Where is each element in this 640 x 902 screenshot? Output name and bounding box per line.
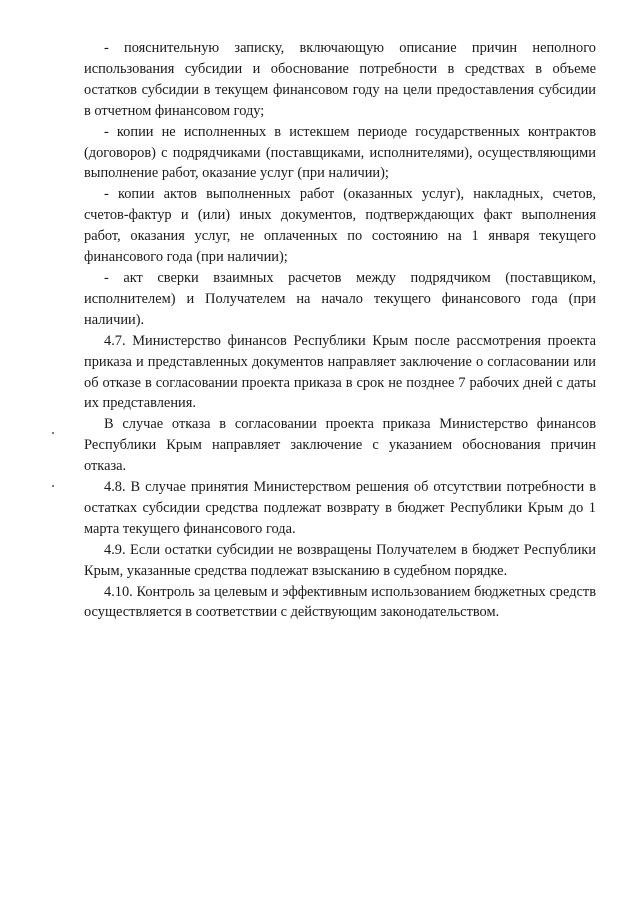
paragraph-4-7: 4.7. Министерство финансов Республики Крым после рассмотрения проекта приказа и представленных документов направляет заключение о согласовании или об отказе в согласовании проекта приказа в срок не позднее 7 рабочих дней с даты их представления.	[84, 332, 596, 412]
paragraph-acts-copies: - копии актов выполненных работ (оказанных услуг), накладных, счетов, счетов-фактур и (или) иных документов, подтверждающих факт выполнения работ, оказания услуг, не оплаченных по состоянию на 1 января текущего финансового года (при наличии);	[84, 186, 596, 266]
scan-speck	[52, 432, 54, 434]
paragraph-4-8: 4.8. В случае принятия Министерством решения об отсутствии потребности в остатках субсидии средства подлежат возврату в бюджет Республики Крым до 1 марта текущего финансового года.	[84, 479, 596, 537]
paragraph-explanatory-note: - пояснительную записку, включающую описание причин неполного использования субсидии и обоснование потребности в средствах в объеме остатков субсидии в текущем финансовом году на цели предоставления субсидии в отчетном финансовом году;	[84, 40, 596, 119]
paragraph-4-9: 4.9. Если остатки субсидии не возвращены Получателем в бюджет Республики Крым, указанные средства подлежат взысканию в судебном порядке.	[84, 541, 596, 579]
scan-speck	[52, 485, 54, 487]
paragraph-contract-copies: - копии не исполненных в истекшем периоде государственных контрактов (договоров) с подрядчиками (поставщиками, исполнителями), осуществляющими выполнение работ, оказание услуг (при наличии);	[84, 123, 596, 182]
paragraph-refusal: В случае отказа в согласовании проекта приказа Министерство финансов Республики Крым направляет заключение с указанием обоснования причин отказа.	[84, 416, 596, 475]
document-body	[84, 38, 596, 623]
paragraph-4-10: 4.10. Контроль за целевым и эффективным использованием бюджетных средств осуществляется в соответствии с действующим законодательством.	[84, 583, 596, 621]
paragraph-reconciliation-act: - акт сверки взаимных расчетов между подрядчиком (поставщиком, исполнителем) и Получателем на начало текущего финансового года (при наличии).	[84, 269, 596, 328]
